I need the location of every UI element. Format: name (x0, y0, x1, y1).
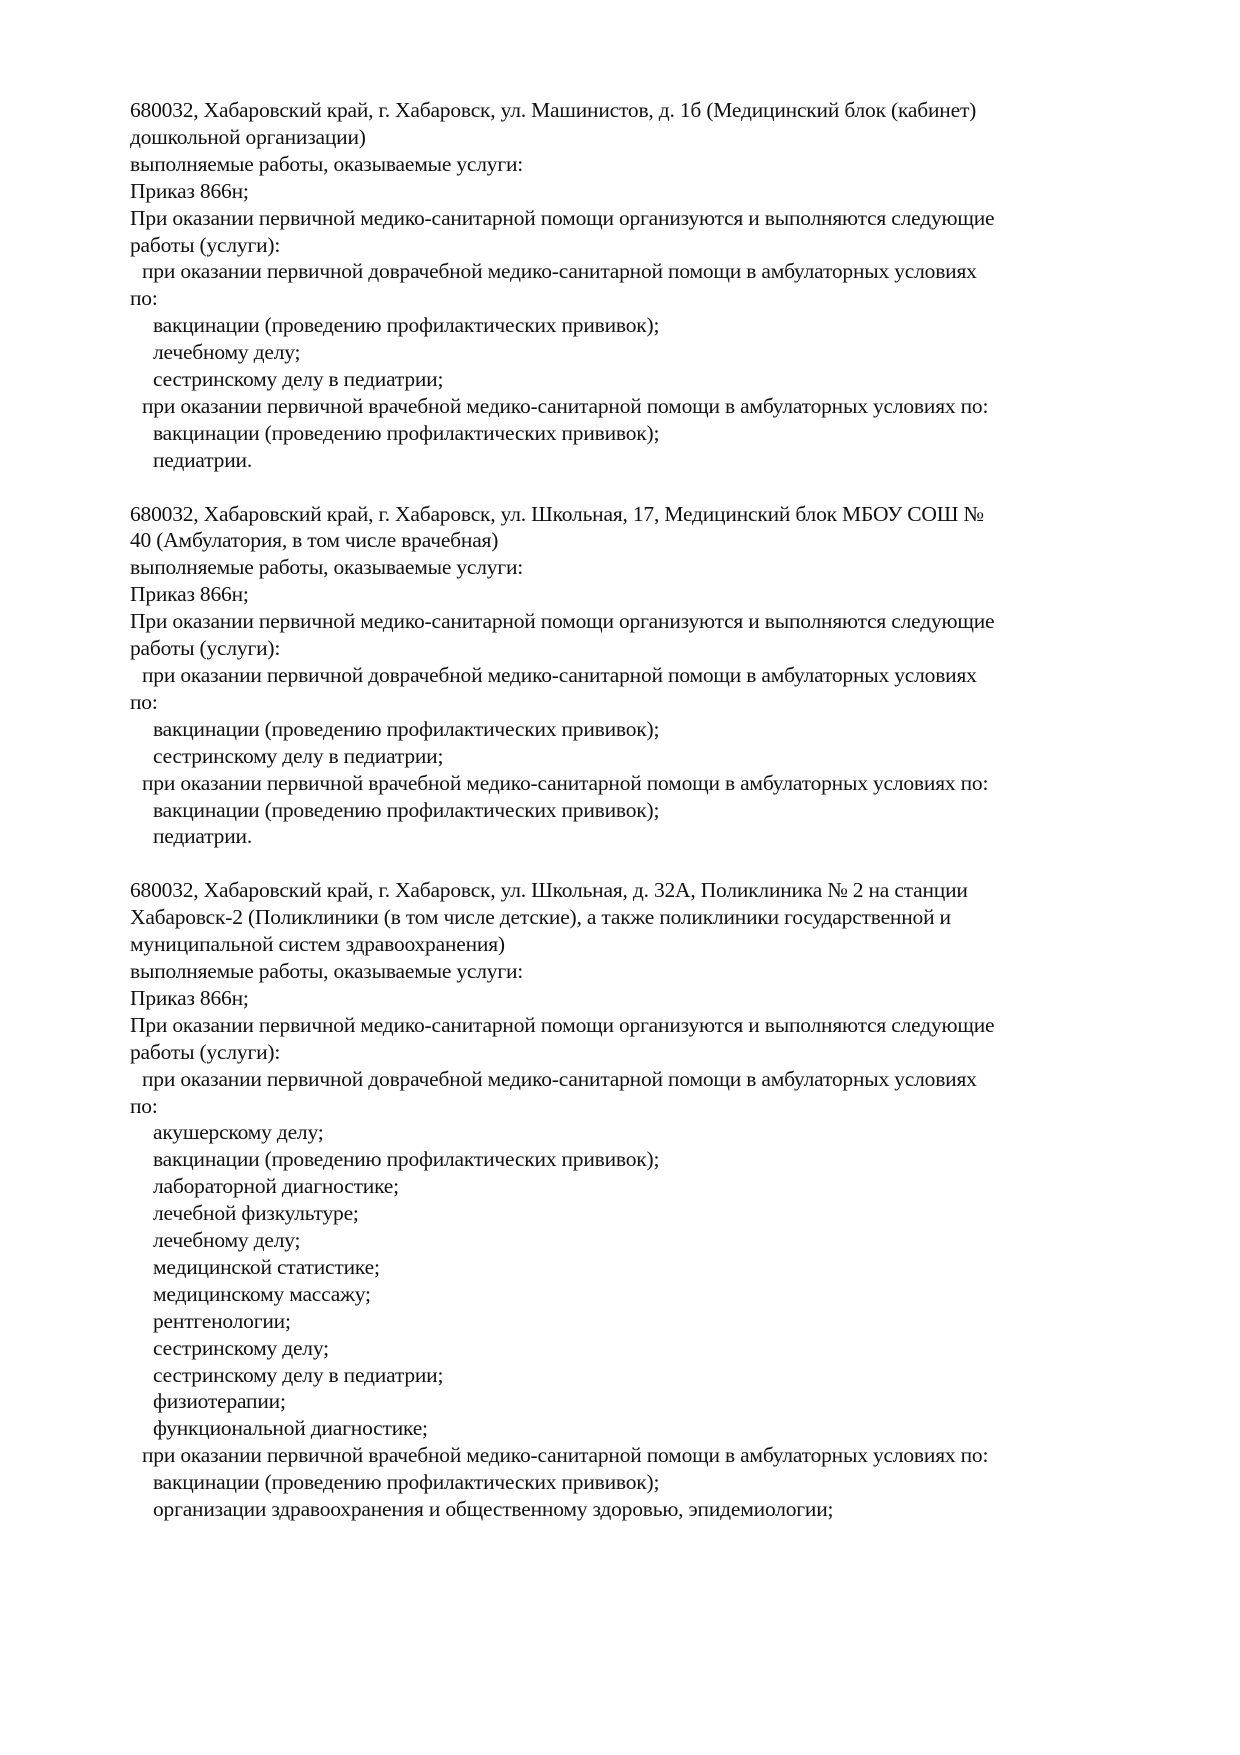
text-line: вакцинации (проведению профилактических прививок); (153, 1470, 660, 1495)
text-line: дошкольной организации) (130, 124, 366, 149)
text-line: при оказании первичной доврачебной медико-санитарной помощи в амбулаторных условиях (142, 663, 977, 688)
text-line: При оказании первичной медико-санитарной помощи организуются и выполняются следующие (130, 1012, 995, 1037)
text-line: выполняемые работы, оказываемые услуги: (130, 555, 524, 580)
text-line: При оказании первичной медико-санитарной помощи организуются и выполняются следующие (130, 205, 995, 230)
text-line: 680032, Хабаровский край, г. Хабаровск, ул. Машинистов, д. 1б (Медицинский блок (кабинет) (130, 98, 977, 122)
text-line: выполняемые работы, оказываемые услуги: (130, 151, 524, 176)
address-block (130, 97, 1130, 474)
document-body (130, 97, 1130, 1550)
text-line: Приказ 866н; (130, 178, 249, 203)
text-line: работы (услуги): (130, 1039, 281, 1064)
text-line: муниципальной систем здравоохранения) (130, 932, 505, 957)
text-line: при оказании первичной врачебной медико-санитарной помощи в амбулаторных условиях по: (142, 770, 989, 795)
text-line: организации здравоохранения и общественному здоровью, эпидемиологии; (153, 1497, 834, 1522)
text-line: медицинскому массажу; (153, 1281, 371, 1306)
text-line: при оказании первичной врачебной медико-санитарной помощи в амбулаторных условиях по: (142, 393, 989, 418)
text-line: педиатрии. (153, 447, 252, 472)
text-line: при оказании первичной врачебной медико-санитарной помощи в амбулаторных условиях по: (142, 1443, 989, 1468)
text-line: Приказ 866н; (130, 985, 249, 1010)
text-line: по: (130, 1093, 158, 1118)
text-line: педиатрии. (153, 824, 252, 849)
text-line: по: (130, 286, 158, 311)
text-line: лечебному делу; (153, 340, 301, 365)
text-line: Хабаровск-2 (Поликлиники (в том числе детские), а также поликлиники государственной и (130, 905, 951, 930)
text-line: При оказании первичной медико-санитарной помощи организуются и выполняются следующие (130, 609, 995, 634)
text-line: при оказании первичной доврачебной медико-санитарной помощи в амбулаторных условиях (142, 259, 977, 284)
text-line: лабораторной диагностике; (153, 1174, 399, 1199)
text-line: вакцинации (проведению профилактических прививок); (153, 313, 660, 338)
text-line: вакцинации (проведению профилактических прививок); (153, 420, 660, 445)
text-line: 40 (Амбулатория, в том числе врачебная) (130, 528, 499, 553)
text-line: вакцинации (проведению профилактических прививок); (153, 1147, 660, 1172)
text-line: физиотерапии; (153, 1389, 286, 1414)
address-block (130, 877, 1130, 1523)
text-line: по: (130, 689, 158, 714)
text-line: Приказ 866н; (130, 582, 249, 607)
text-line: медицинской статистике; (153, 1254, 380, 1279)
text-line: работы (услуги): (130, 232, 281, 257)
text-line: сестринскому делу в педиатрии; (153, 743, 444, 768)
text-line: при оказании первичной доврачебной медико-санитарной помощи в амбулаторных условиях (142, 1066, 977, 1091)
text-line: 680032, Хабаровский край, г. Хабаровск, ул. Школьная, д. 32А, Поликлиника № 2 на станции (130, 878, 968, 903)
text-line: 680032, Хабаровский край, г. Хабаровск, ул. Школьная, 17, Медицинский блок МБОУ СОШ № (130, 501, 984, 526)
text-line: сестринскому делу в педиатрии; (153, 1362, 444, 1387)
text-line: лечебной физкультуре; (153, 1201, 359, 1226)
address-block (130, 501, 1130, 851)
text-line: вакцинации (проведению профилактических прививок); (153, 716, 660, 741)
text-line: функциональной диагностике; (153, 1416, 428, 1441)
text-line: выполняемые работы, оказываемые услуги: (130, 958, 524, 983)
text-line: работы (услуги): (130, 636, 281, 661)
text-line: лечебному делу; (153, 1228, 301, 1253)
text-line: вакцинации (проведению профилактических прививок); (153, 797, 660, 822)
text-line: акушерскому делу; (153, 1120, 324, 1145)
text-line: сестринскому делу; (153, 1335, 329, 1360)
text-line: рентгенологии; (153, 1308, 291, 1333)
text-line: сестринскому делу в педиатрии; (153, 367, 444, 392)
